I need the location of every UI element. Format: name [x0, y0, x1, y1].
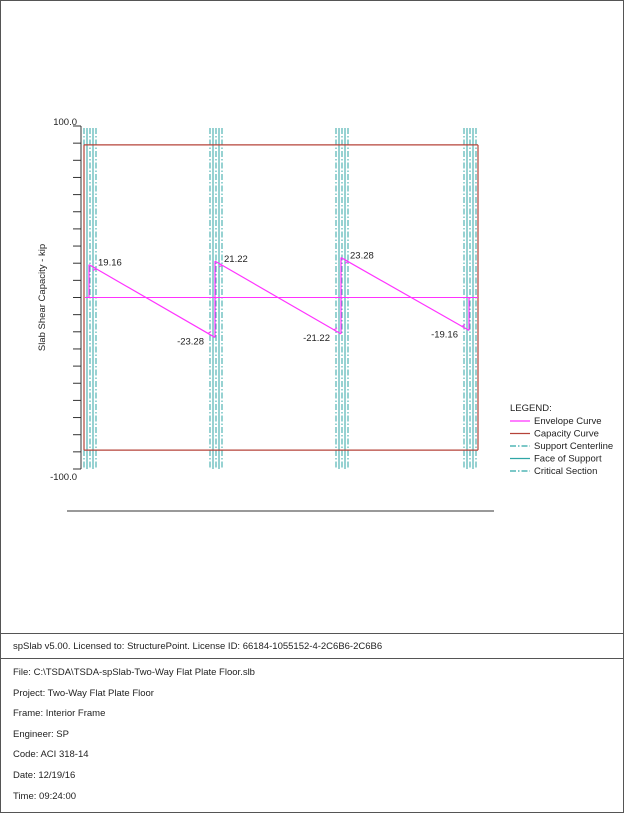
data-label-span-1-end: -23.28	[177, 336, 204, 348]
legend-item-label: Support Centerline	[534, 441, 614, 452]
y-tick-label-top: 100.0	[53, 117, 77, 128]
critical-marker	[334, 328, 337, 332]
legend-item-label: Critical Section	[534, 466, 598, 477]
project-name: Project: Two-Way Flat Plate Floor	[13, 687, 154, 699]
report-date: Date: 12/19/16	[13, 769, 76, 781]
data-label-span-3-end: -19.16	[431, 329, 458, 341]
license-text: spSlab v5.00. Licensed to: StructurePoint. License ID: 66184-1055152-4-2C6B6-2C6B6	[1, 633, 623, 659]
file-info	[1, 663, 623, 807]
data-label-span-2-end: -21.22	[303, 332, 330, 344]
critical-marker	[208, 331, 211, 335]
envelope-span-3	[341, 258, 469, 331]
engineer-name: Engineer: SP	[13, 728, 69, 740]
file-path: File: C:\TSDA\TSDA-spSlab-Two-Way Flat Plate Floor.slb	[13, 667, 255, 678]
envelope-span-1	[89, 265, 215, 338]
frame-name: Frame: Interior Frame	[13, 708, 106, 720]
legend-title: LEGEND:	[510, 403, 552, 414]
legend-item-label: Face of Support	[534, 453, 602, 465]
design-code: Code: ACI 318-14	[13, 749, 89, 761]
data-label-span-3-start: 23.28	[350, 250, 374, 262]
chart-svg	[1, 1, 623, 631]
legend-item-label: Envelope Curve	[534, 416, 602, 427]
y-axis-label: Slab Shear Capacity - kip	[37, 243, 48, 352]
y-tick-label-bottom: -100.0	[50, 472, 77, 483]
shear-capacity-chart	[1, 1, 623, 631]
report-footer	[1, 633, 623, 812]
legend-item-label: Capacity Curve	[534, 428, 599, 440]
report-time: Time: 09:24:00	[13, 790, 77, 802]
data-label-span-1-start: 19.16	[98, 257, 122, 269]
data-label-span-2-start: 21.22	[224, 254, 248, 266]
